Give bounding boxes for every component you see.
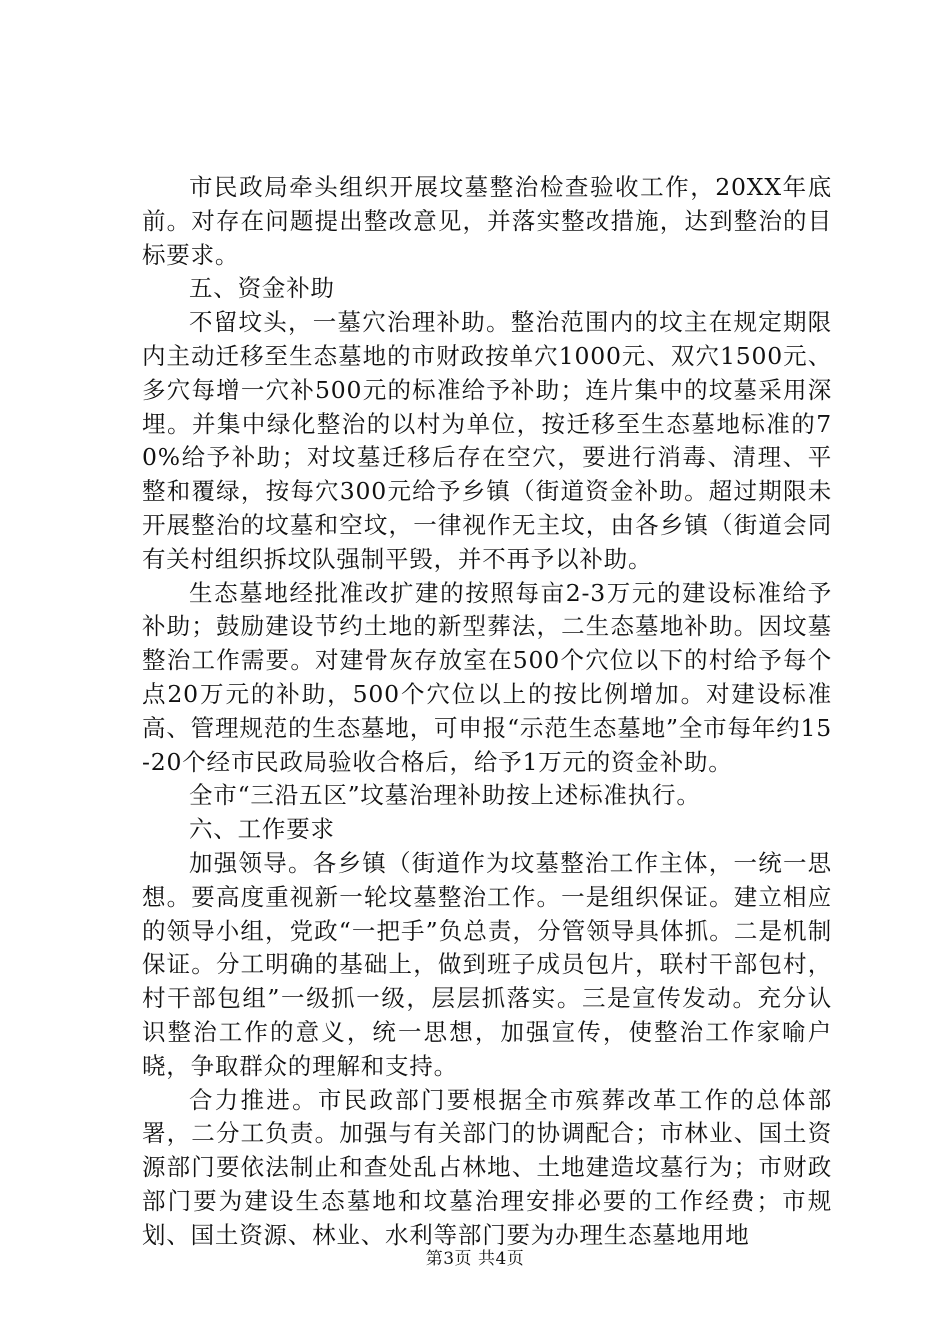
document-body xyxy=(142,171,832,1253)
paragraph-standard-execution: 全市“三沿五区”坟墓治理补助按上述标准执行。 xyxy=(189,781,701,810)
section-heading-requirements: 六、工作要求 xyxy=(189,815,335,844)
page-number-footer: 第3页 共4页 xyxy=(425,1249,525,1269)
paragraph-cooperation: 合力推进。市民政部门要根据全市殡葬改革工作的总体部署，二分工负责。加强与有关部门的协调配合；市林业、国土资源部门要依法制止和查处乱占林地、土地建造坟墓行为；市财政部门要为建设生态墓地和坟墓治理安排必要的工作经费；市规划、国土资源、林业、水利等部门要为办理生态墓地用地 xyxy=(142,1085,832,1249)
paragraph-cemetery-subsidy: 生态墓地经批准改扩建的按照每亩2-3万元的建设标准给予补助；鼓励建设节约土地的新型葬法，二生态墓地补助。因坟墓整治工作需要。对建骨灰存放室在500个穴位以下的村给予每个点20万元的补助，500个穴位以上的按比例增加。对建设标准高、管理规范的生态墓地，可申报“示范生态墓地”全市每年约15-20个经市民政局验收合格后，给予1万元的资金补助。 xyxy=(142,578,832,776)
paragraph-leadership: 加强领导。各乡镇（街道作为坟墓整治工作主体，一统一思想。要高度重视新一轮坟墓整治工作。一是组织保证。建立相应的领导小组，党政“一把手”负总责，分管领导具体抓。二是机制保证。分工明确的基础上，做到班子成员包片，联村干部包村，村干部包组”一级抓一级，层层抓落实。三是宣传发动。充分认识整治工作的意义，统一思想，加强宣传，使整治工作家喻户晓，争取群众的理解和支持。 xyxy=(142,848,832,1080)
section-heading-funding: 五、资金补助 xyxy=(189,274,335,303)
paragraph-inspection: 市民政局牵头组织开展坟墓整治检查验收工作，20XX年底前。对存在问题提出整改意见，并落实整改措施，达到整治的目标要求。 xyxy=(142,173,832,269)
paragraph-grave-subsidy: 不留坟头，一墓穴治理补助。整治范围内的坟主在规定期限内主动迁移至生态墓地的市财政按单穴1000元、双穴1500元、多穴每增一穴补500元的标准给予补助；连片集中的坟墓采用深埋。并集中绿化整治的以村为单位，按迁移至生态墓地标准的70%给予补助；对坟墓迁移后存在空穴，要进行消毒、清理、平整和覆绿，按每穴300元给予乡镇（街道资金补助。超过期限未开展整治的坟墓和空坟，一律视作无主坟，由各乡镇（街道会同有关村组织拆坟队强制平毁，并不再予以补助。 xyxy=(142,308,832,573)
